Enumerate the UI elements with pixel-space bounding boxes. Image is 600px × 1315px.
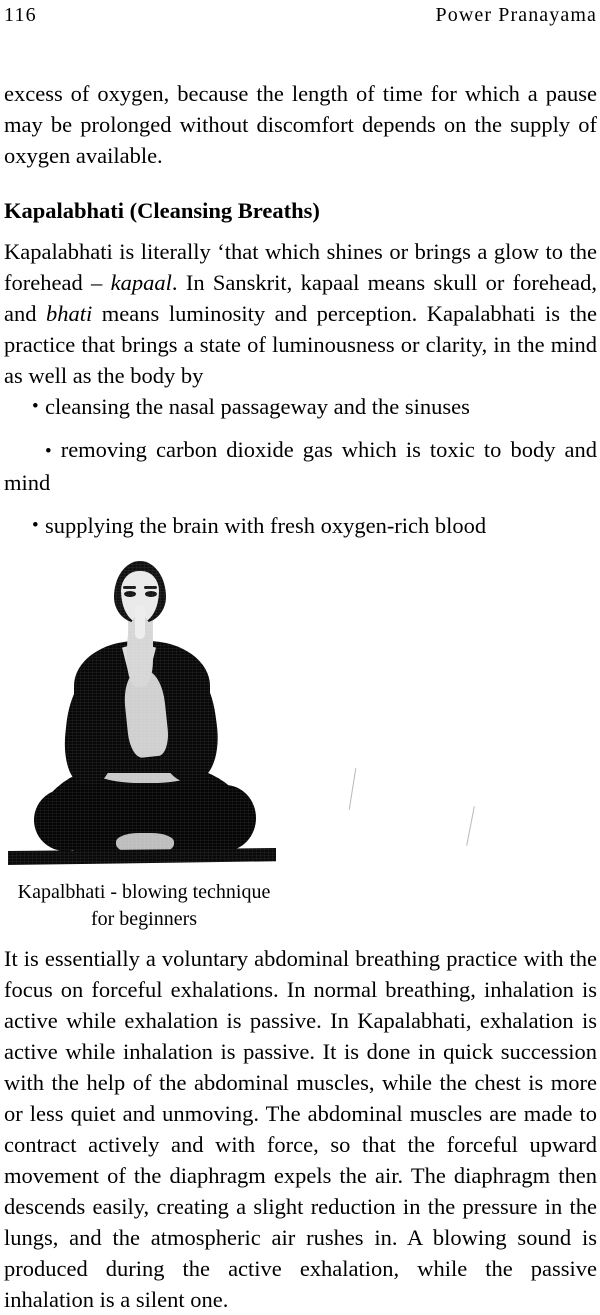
- photo-mat-shape: [8, 848, 276, 865]
- figure-kapalbhati: [4, 553, 295, 943]
- section-heading: Kapalabhati (Cleansing Breaths): [4, 198, 320, 223]
- list-item: [4, 391, 597, 422]
- benefits-list: [4, 391, 597, 541]
- photo-right-brow-shape: [144, 586, 157, 589]
- running-head: [4, 2, 597, 28]
- list-item: [4, 434, 597, 498]
- wrap-paragraph: It is essentially a voluntary abdominal breathing practice with the focus on forceful exhalations. In normal breathing, inhalation is active while exhalation is passive. In Kapalabhati, exhalation is active while inhalation is passive. It is done in quick succession with the help of the abdominal muscles, while the chest is more or less quiet and unmoving. The abdominal muscles are made to contract actively and with force, so that the forceful upward movement of the diaphragm expels the air. The diaphragm then descends easily, creating a slight reduction in the pressure in the lungs, and the atmospheric air rushes in. A blowing sound is produced during the active exhalation, while the passive inhalation is a silent one.: [4, 946, 597, 1312]
- definition-part-1: Kapalabhati is literally ‘that which shines or brings a glow to the forehead –: [4, 239, 597, 295]
- figure-photograph: [4, 553, 284, 865]
- bullet-marker: •: [45, 441, 52, 462]
- figure-caption-line-2: for beginners: [90, 908, 198, 930]
- definition-part-2: . In Sanskrit, kapaal means skull or forehead, and: [4, 270, 597, 326]
- figure-text-wrap-block: [4, 553, 597, 1315]
- photo-index-finger-shape: [135, 605, 145, 639]
- list-item-text: removing carbon dioxide gas which is toxic to body and mind: [4, 437, 597, 495]
- page-number: 116: [4, 4, 37, 26]
- list-item-text: cleansing the nasal passageway and the sinuses: [45, 394, 470, 419]
- bullet-marker: •: [32, 515, 39, 536]
- photo-left-eye-shape: [124, 591, 136, 597]
- term-kapaal: kapaal: [110, 270, 172, 295]
- list-item-text: supplying the brain with fresh oxygen-rich blood: [45, 513, 487, 538]
- photo-right-knee-shape: [194, 785, 256, 851]
- photo-left-brow-shape: [123, 586, 136, 589]
- running-head-title: Power Pranayama: [435, 4, 597, 26]
- page-content: [4, 78, 597, 1315]
- list-item: [4, 510, 597, 541]
- opening-paragraph: excess of oxygen, because the length of time for which a pause may be prolonged without discomfort depends on the supply of oxygen available.: [4, 81, 597, 168]
- definition-part-3: means luminosity and perception. Kapalabhati is the practice that brings a state of luminousness or clarity, in the mind as well as the body by: [4, 301, 597, 388]
- photo-right-eye-shape: [145, 591, 157, 597]
- definition-paragraph: [4, 236, 597, 391]
- bullet-marker: •: [32, 396, 39, 417]
- term-bhati: bhati: [46, 301, 93, 326]
- photo-left-knee-shape: [34, 789, 96, 851]
- figure-caption: [4, 879, 284, 933]
- figure-caption-line-1: Kapalbhati - blowing technique: [17, 881, 271, 903]
